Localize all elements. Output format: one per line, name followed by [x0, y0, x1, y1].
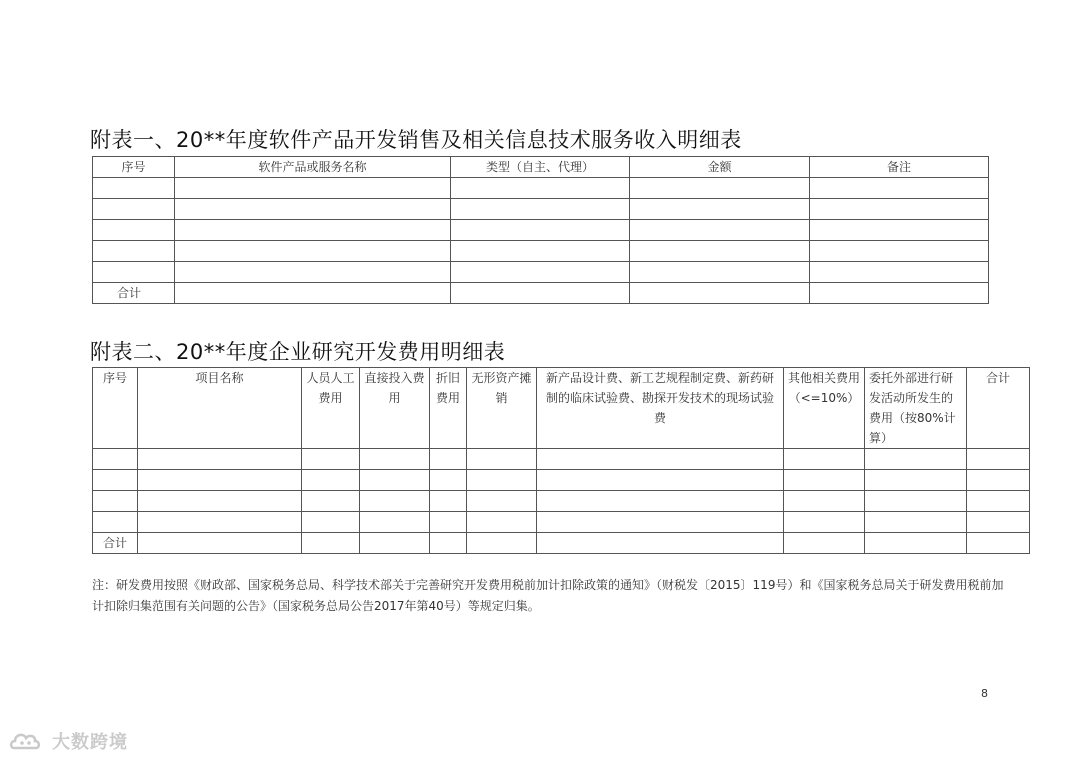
table-cell: [810, 178, 989, 199]
table-row: [93, 199, 989, 220]
table-cell: [451, 283, 630, 304]
table-cell: [451, 178, 630, 199]
table-cell: [302, 533, 360, 554]
rd-expense-table: [92, 367, 1030, 554]
table-cell: [630, 283, 810, 304]
table-cell: [175, 262, 451, 283]
cloud-logo-icon: [8, 728, 48, 754]
table-cell: [810, 220, 989, 241]
table-cell: [93, 199, 175, 220]
col-header-remarks: 备注: [810, 157, 989, 178]
table-cell: [93, 241, 175, 262]
table-row: [93, 470, 1030, 491]
table-row: [93, 241, 989, 262]
table-cell: [810, 241, 989, 262]
col-header-product-name: 软件产品或服务名称: [175, 157, 451, 178]
col-header-depreciation: 折旧费用: [430, 368, 467, 449]
table-cell: [967, 470, 1030, 491]
watermark-text: 大数跨境: [52, 732, 128, 753]
table-header-row: [93, 157, 989, 178]
table-cell: [630, 199, 810, 220]
table-cell: [430, 449, 467, 470]
table-cell: [451, 220, 630, 241]
table-cell: [360, 512, 430, 533]
table-cell: [175, 199, 451, 220]
table-cell: [865, 533, 967, 554]
table-cell: [865, 470, 967, 491]
software-revenue-table: [92, 156, 989, 304]
table-cell: [93, 449, 138, 470]
table-cell: [360, 491, 430, 512]
table-cell: [537, 512, 784, 533]
col-header-amortization: 无形资产摊销: [467, 368, 537, 449]
col-header-total: 合计: [967, 368, 1030, 449]
table-cell: [360, 470, 430, 491]
table-row: [93, 449, 1030, 470]
table-cell: [784, 533, 865, 554]
table-cell: [138, 470, 302, 491]
table-cell: [784, 512, 865, 533]
col-header-direct-input: 直接投入费用: [360, 368, 430, 449]
table-cell: [537, 449, 784, 470]
table-cell: [537, 533, 784, 554]
table-cell: [302, 470, 360, 491]
table-cell: [451, 262, 630, 283]
table-cell: [430, 533, 467, 554]
table-cell: [430, 512, 467, 533]
table-cell: [810, 262, 989, 283]
table-cell: [784, 491, 865, 512]
total-row: [93, 533, 1030, 554]
watermark: [8, 728, 128, 754]
footnote: 注：研发费用按照《财政部、国家税务总局、科学技术部关于完善研究开发费用税前加计扣除政策的通知》（财税发〔2015〕119号）和《国家税务总局关于研发费用税前加计扣除归集范围有关问题的公告》（国家税务总局公告2017年第40号）等规定归集。: [92, 578, 1004, 613]
table2-title: 附表二、20**年度企业研究开发费用明细表: [90, 340, 506, 364]
table-cell: [537, 491, 784, 512]
table-cell: [138, 512, 302, 533]
table-cell: [175, 283, 451, 304]
col-header-seq: 序号: [93, 157, 175, 178]
col-header-outsourced: 委托外部进行研发活动所发生的费用（按80%计算）: [865, 368, 967, 449]
table-cell: [467, 491, 537, 512]
table-cell: [175, 220, 451, 241]
col-header-amount: 金额: [630, 157, 810, 178]
table-cell: [360, 533, 430, 554]
table-cell: [93, 491, 138, 512]
table-cell: [93, 470, 138, 491]
table-cell: [630, 241, 810, 262]
total-label: 合计: [93, 283, 175, 304]
table-row: [93, 178, 989, 199]
table-cell: [810, 199, 989, 220]
page-number: 8: [981, 687, 988, 700]
table-cell: [175, 241, 451, 262]
table-cell: [302, 512, 360, 533]
table-row: [93, 512, 1030, 533]
table-cell: [138, 533, 302, 554]
col-header-type: 类型（自主、代理）: [451, 157, 630, 178]
table-cell: [467, 449, 537, 470]
table-cell: [93, 178, 175, 199]
col-header-project-name: 项目名称: [138, 368, 302, 449]
table-row: [93, 220, 989, 241]
table-cell: [865, 512, 967, 533]
table-cell: [467, 512, 537, 533]
table-cell: [967, 491, 1030, 512]
col-header-design-fees: 新产品设计费、新工艺规程制定费、新药研制的临床试验费、勘探开发技术的现场试验费: [537, 368, 784, 449]
table-row: [93, 262, 989, 283]
table-cell: [865, 491, 967, 512]
table-cell: [784, 470, 865, 491]
table-cell: [810, 283, 989, 304]
table-cell: [630, 178, 810, 199]
col-header-seq: 序号: [93, 368, 138, 449]
col-header-other-costs: 其他相关费用（<=10%）: [784, 368, 865, 449]
table-header-row: [93, 368, 1030, 449]
table-row: [93, 491, 1030, 512]
table-cell: [537, 470, 784, 491]
table1-title: 附表一、20**年度软件产品开发销售及相关信息技术服务收入明细表: [90, 128, 742, 152]
table-cell: [175, 178, 451, 199]
col-header-personnel-cost: 人员人工费用: [302, 368, 360, 449]
table-cell: [630, 262, 810, 283]
table-cell: [93, 262, 175, 283]
table-cell: [302, 449, 360, 470]
table-cell: [430, 470, 467, 491]
table-cell: [302, 491, 360, 512]
total-label: 合计: [93, 533, 138, 554]
total-row: [93, 283, 989, 304]
table-cell: [865, 449, 967, 470]
table-cell: [430, 491, 467, 512]
table-cell: [467, 470, 537, 491]
table-cell: [467, 533, 537, 554]
table-cell: [138, 491, 302, 512]
table-cell: [630, 220, 810, 241]
table-cell: [784, 449, 865, 470]
table-cell: [93, 512, 138, 533]
table-cell: [93, 220, 175, 241]
table-cell: [967, 533, 1030, 554]
table-cell: [451, 199, 630, 220]
table-cell: [967, 449, 1030, 470]
table-cell: [967, 512, 1030, 533]
table-cell: [451, 241, 630, 262]
table-cell: [360, 449, 430, 470]
table-cell: [138, 449, 302, 470]
